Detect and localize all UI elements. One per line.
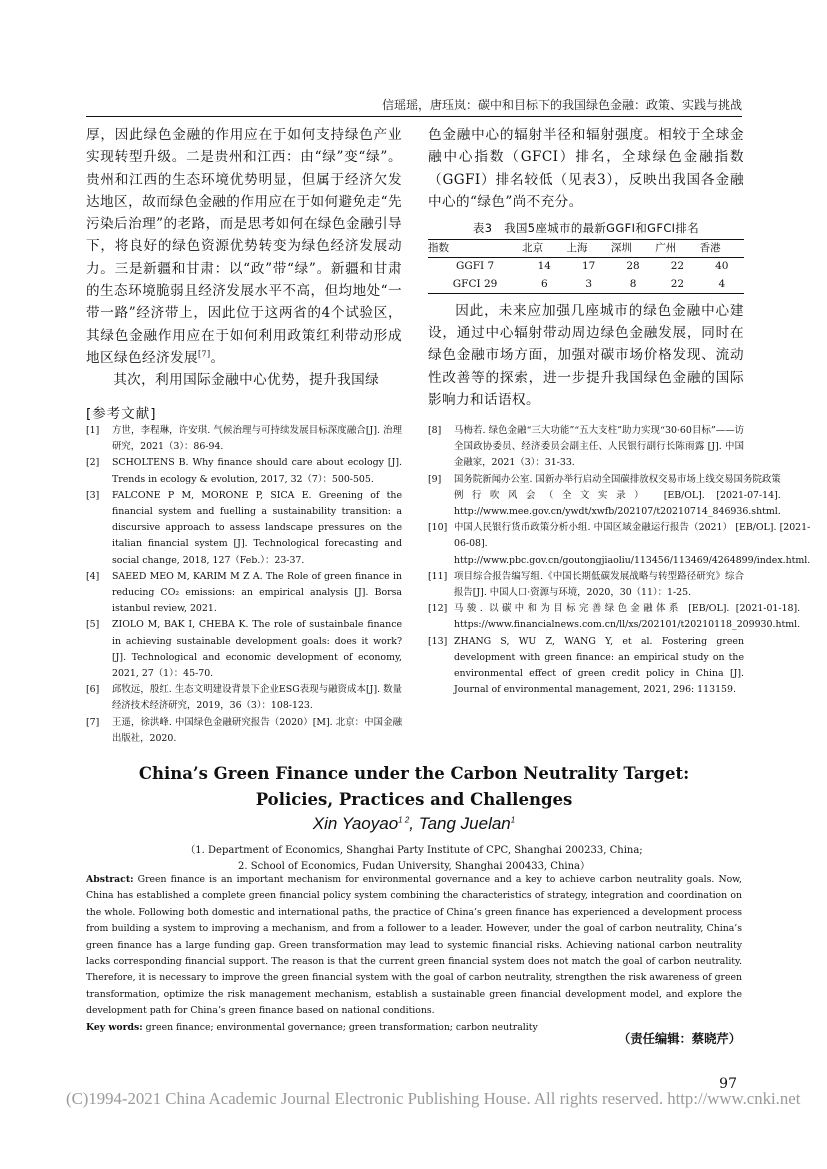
reference-item: [11] 项目综合报告编写组.《中国长期低碳发展战略与转型路径研究》综合报告[J]. 中国人口·资源与环境，2020，30（11）：1-25. <box>428 570 744 599</box>
reference-item: [5] ZIOLO M, BAK I, CHEBA K. The role of sustainbale finance in achieving sustainable development goals: does it work? [J]. Technological and economic development of economy, 2021, 27（1）：45-70. <box>86 619 402 680</box>
body-paragraph: 因此，未来应加强几座城市的绿色金融中心建设，通过中心辐射带动周边绿色金融发展，同时在绿色金融市场方面，加强对碳市场价格发现、流动性改善等的探索，进一步提升我国绿色金融的国际影响力和话语权。 <box>428 302 744 408</box>
body-paragraph: 色金融中心的辐射半径和辐射强度。相较于全球金融中心指数（GFCI）排名，全球绿色金融指数（GGFI）排名较低（见表3），反映出我国各金融中心的“绿色”尚不充分。 <box>428 127 744 210</box>
reference-item: [6] 邱牧远，殷红. 生态文明建设背景下企业ESG表现与融资成本[J]. 数量经济技术经济研究，2019，36（3）：108-123. <box>86 684 402 712</box>
table-row <box>428 258 744 276</box>
keywords-label: Key words: <box>86 1021 143 1033</box>
reference-item: [3] FALCONE P M, MORONE P, SICA E. Greening of the financial system and fuelling a sustainability transition: a discursive approach to assess landscape pressures on the italian financial system [J]. Technological forecasting and social change, 2018, 127（Feb.）：23-37. <box>86 489 402 566</box>
reference-item: [9] 国务院新闻办公室. 国新办举行启动全国碳排放权交易市场上线交易国务院政策例行吹风会（全文实录） [EB/OL]. [2021-07-14]. http://www.mee.gov.cn/ywdt/xwfb/202107/t20210714_846936.shtml. <box>428 473 781 518</box>
table-header-cell: 深圳 <box>611 240 655 258</box>
keywords: Key words: green finance; environmental governance; green transformation; carbon neutrality <box>86 1021 538 1033</box>
table-cell: 28 <box>626 260 640 273</box>
reference-item: [10] 中国人民银行货币政策分析小组. 中国区域金融运行报告（2021） [EB/OL]. [2021-06-08]. http://www.pbc.gov.cn/goutongjiaoliu/113456/113469/4264899/index.html. <box>428 522 811 566</box>
reference-item: [13] ZHANG S, WU Z, WANG Y, et al. Fostering green development with green finance: an empirical study on the environmental effect of green credit policy in China [J]. Journal of environmental management, 2021, 296: 113159. <box>428 635 744 696</box>
reference-item: [2] SCHOLTENS B. Why finance should care about ecology [J]. Trends in ecology & evolution, 2017, 32（7）：500-505. <box>86 457 402 485</box>
references-right <box>428 423 811 698</box>
table-header-cell: 北京 <box>522 240 566 258</box>
abstract-paragraph: Abstract: Green finance is an important mechanism for environmental governance and a key to achieve carbon neutrality goals. Now, China has established a complete green financial policy system combining the characteristics of strategy, integration and coordination on the whole. Following both domestic and international paths, the practice of China’s green finance has experienced a development process from building a system to improving a mechanism, and from a follower to a leader. However, under the goal of carbon neutrality, China’s green finance has a large funding gap. Green transformation may lead to systemic financial risks. Achieving national carbon neutrality lacks corresponding financial support. The reason is that the current green financial system does not match the goal of carbon neutrality. Therefore, it is necessary to improve the green financial system with the goal of carbon neutrality, strengthen the risk awareness of green transformation, optimize the risk management mechanism, establish a sustainable green financial development model, and explore the development path for China’s green finance based on national conditions. <box>86 874 742 1017</box>
reference-item: [12] 马骏. 以碳中和为目标完善绿色金融体系 [EB/OL]. [2021-01-18]. https://www.financialnews.com.cn/ll/xs/202101/t20210118_209930.html. <box>428 603 801 631</box>
english-authors: Xin Yaoyao$^{1 2}$, Tang Juelan$^1$ <box>312 814 516 833</box>
table-cell: GGFI 7 <box>455 260 495 273</box>
table-header-cell: 指数 <box>428 240 522 258</box>
reference-item: [7] 王遥，徐洪峰. 中国绿色金融研究报告（2020）[M]. 北京：中国金融出版社，2020. <box>86 716 402 744</box>
table-row <box>428 276 744 294</box>
table-cell: GFCI 29 <box>428 276 522 294</box>
reference-item: [8] 马梅若. 绿色金融“三大功能”“五大支柱”助力实现“30·60目标”——访全国政协委员、经济委员会副主任、人民银行副行长陈雨露 [J]. 中国金融家，2021（3）：31-33. <box>428 425 744 469</box>
table-cell: 8 <box>611 276 655 294</box>
responsible-editor: （责任编辑：蔡晓芹） <box>618 1032 741 1046</box>
table-cell: 4 <box>700 276 744 294</box>
copyright-footer: (C)1994-2021 China Academic Journal Electronic Publishing House. All rights reserved. http://www.cnki.net <box>66 1089 801 1108</box>
references-heading: [参考文献] <box>86 406 157 422</box>
reference-item: [4] SAEED MEO M, KARIM M Z A. The Role of green finance in reducing CO₂ emissions: an empirical analysis [J]. Borsa istanbul review, 2021. <box>86 570 402 615</box>
table-cell: 17 <box>581 260 596 273</box>
header-rule <box>86 116 742 117</box>
english-title-line2: Policies, Practices and Challenges <box>255 790 573 809</box>
references-left <box>86 423 402 747</box>
body-column-left <box>86 124 402 392</box>
author-affiliation-mark: 1 <box>510 815 516 825</box>
page-number: 97 <box>719 1076 737 1092</box>
body-paragraph: 其次，利用国际金融中心优势，提升我国绿 <box>113 372 380 389</box>
table-cell: 14 <box>537 260 551 273</box>
author-name: Xin Yaoyao <box>312 814 399 833</box>
body-paragraph: 厚，因此绿色金融的作用应在于如何支持绿色产业实现转型升级。二是贵州和江西：由“绿”变“绿”。贵州和江西的生态环境优势明显，但属于经济欠发达地区，故而绿色金融的作用应在于如何避免走“先污染后治理”的老路，而是思考如何在绿色金融引导下，将良好的绿色资源优势转变为绿色经济发展动力。三是新疆和甘肃：以“政”带“绿”。新疆和甘肃的生态环境脆弱且经济发展水平不高，但均地处“一带一路”经济带上，因此位于这两省的4个试验区，其绿色金融作用应在于如何利用政策红利带动形成地区绿色经济发展[7]。 <box>86 127 402 366</box>
table-cell: 6 <box>522 276 566 294</box>
running-header: 信瑶瑶，唐珏岚：碳中和目标下的我国绿色金融：政策、实践与挑战 <box>381 98 742 112</box>
author-affiliation-mark: 1 2 <box>398 815 410 825</box>
english-abstract <box>86 872 742 1036</box>
table-header-cell: 香港 <box>700 240 744 258</box>
table-cell: 40 <box>715 260 729 273</box>
table-header-row <box>428 240 744 258</box>
table-title: 表3 我国5座城市的最新GGFI和GFCI排名 <box>472 221 700 236</box>
reference-item: [1] 方世，李程琳，许安琪. 气候治理与可持续发展目标深度融合[J]. 治理研究，2021（3）：86-94. <box>86 425 402 453</box>
affiliation: 2. School of Economics, Fudan University, Shanghai 200433, China） <box>238 861 590 872</box>
citation: [7] <box>197 349 211 359</box>
author-name: Tang Juelan <box>418 814 511 833</box>
table-cell: 22 <box>655 276 699 294</box>
table-header-cell: 广州 <box>655 240 699 258</box>
english-title-line1: China’s Green Finance under the Carbon Neutrality Target: <box>138 764 690 783</box>
ranking-table <box>428 239 744 294</box>
body-column-right <box>428 124 744 411</box>
table-cell: 22 <box>670 260 685 273</box>
affiliation: （1. Department of Economics, Shanghai Party Institute of CPC, Shanghai 200233, China; <box>185 845 643 856</box>
abstract-label: Abstract: <box>86 874 134 885</box>
table-cell: 3 <box>567 276 611 294</box>
table-header-cell: 上海 <box>567 240 611 258</box>
